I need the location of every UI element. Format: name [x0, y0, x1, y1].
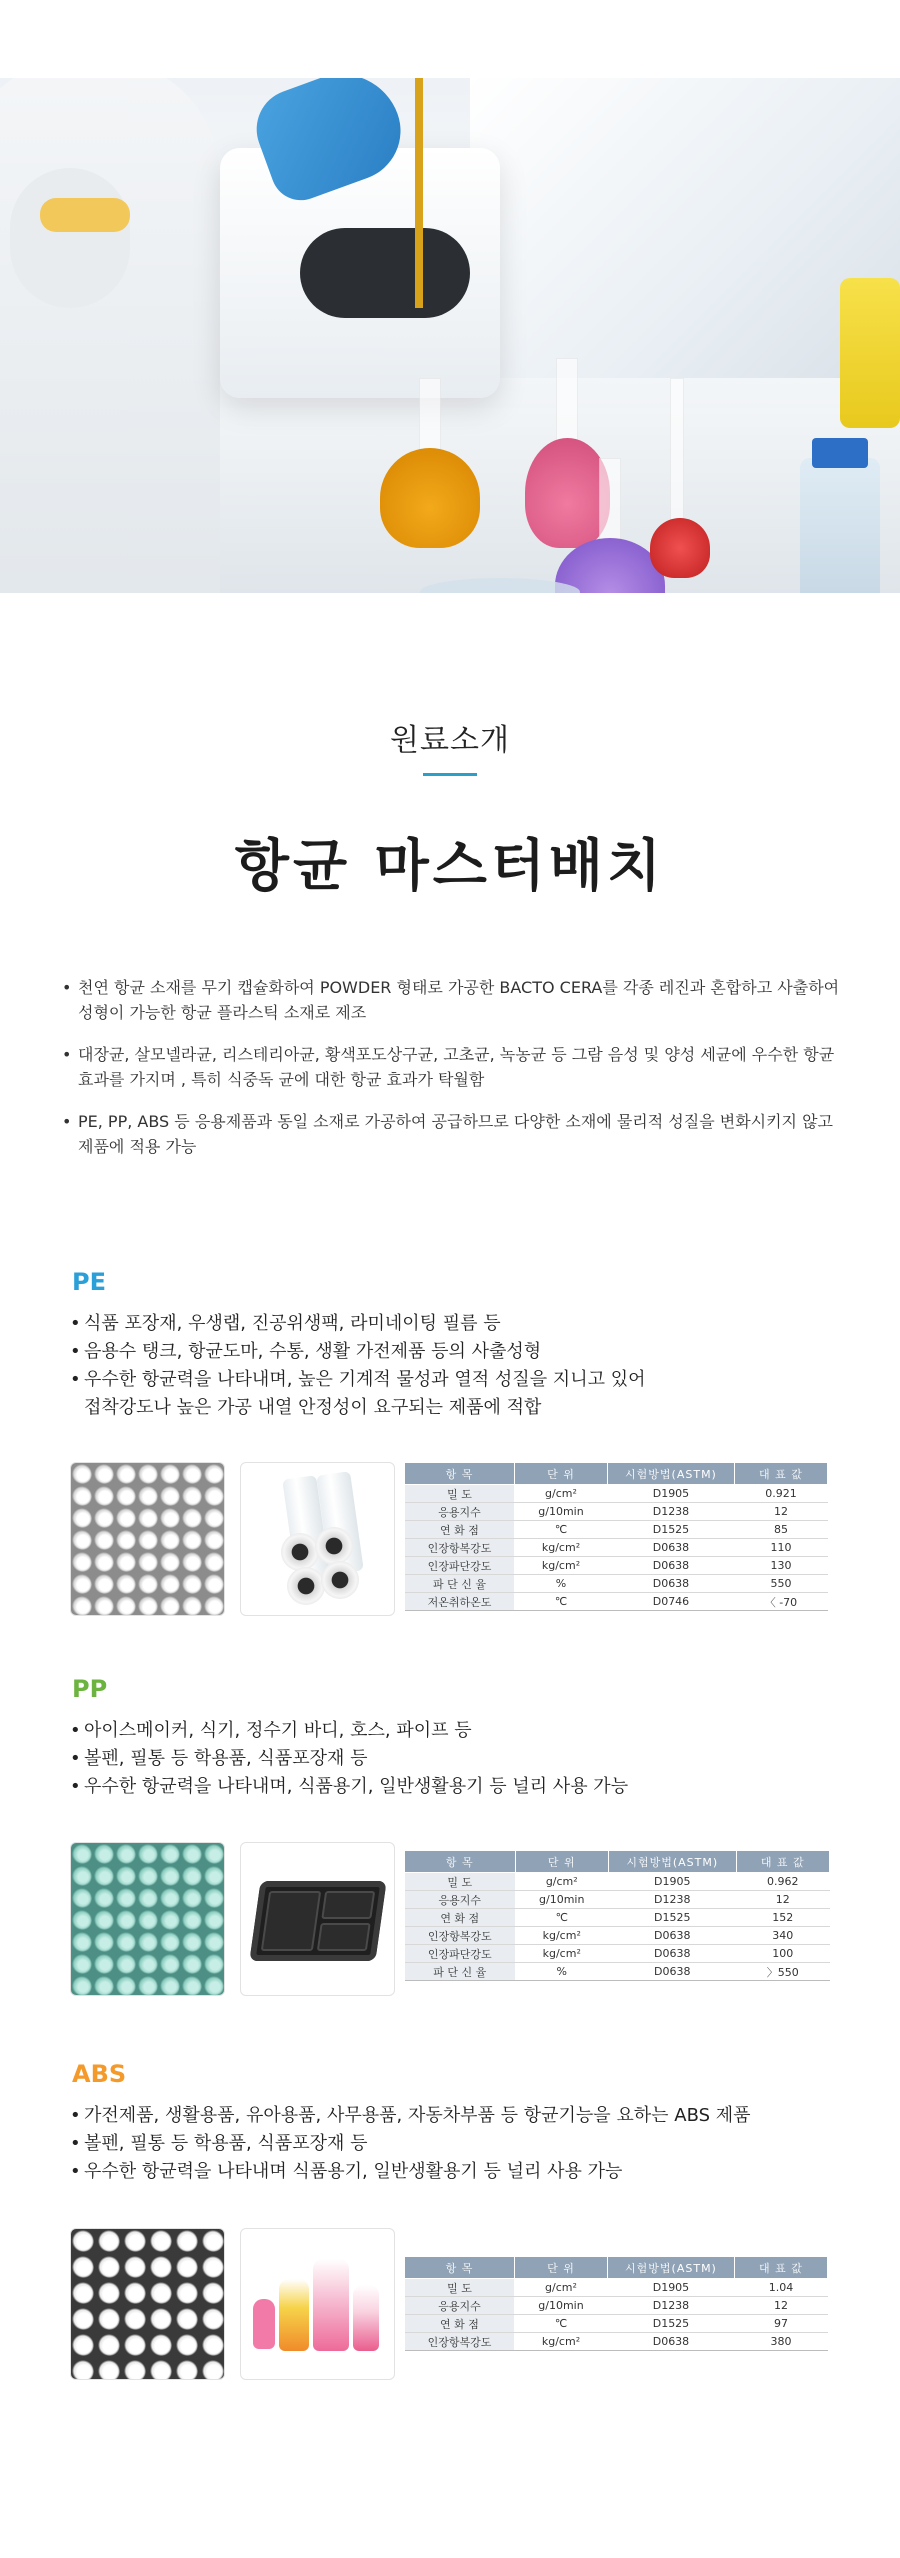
- hero-lab-image: [0, 78, 900, 593]
- table-cell: kg/cm²: [515, 1945, 609, 1963]
- table-cell: D1238: [608, 1503, 735, 1521]
- tray-cell: [317, 1923, 371, 1951]
- table-row: [405, 1909, 830, 1927]
- table-row: [405, 1593, 828, 1611]
- table-row: [405, 1503, 828, 1521]
- table-cell: 연 화 점: [405, 1521, 515, 1539]
- section-label: 원료소개: [390, 723, 510, 758]
- hero-flask-pink: [525, 438, 610, 548]
- abs-spec-table: [404, 2256, 828, 2351]
- product-section-abs: [68, 2060, 848, 2186]
- table-row: [405, 1485, 828, 1503]
- table-cell: 130: [734, 1557, 827, 1575]
- table-cell: g/cm²: [514, 1485, 607, 1503]
- table-cell: 응용지수: [405, 1503, 515, 1521]
- intro-list: [62, 975, 852, 1176]
- table-cell: %: [514, 1575, 607, 1593]
- table-cell: %: [515, 1963, 609, 1981]
- product-section-pp: [68, 1675, 848, 1801]
- table-cell: D0638: [609, 1945, 737, 1963]
- table-row: [405, 1575, 828, 1593]
- hero-bottle-yellow: [840, 278, 900, 428]
- table-row: [405, 1521, 828, 1539]
- hero-bottle-cap: [812, 438, 868, 468]
- description-line: • 가전제품, 생활용품, 유아용품, 사무용품, 자동차부품 등 항균기능을 요하는 ABS 제품: [68, 2102, 848, 2130]
- table-cell: 〈 -70: [734, 1593, 827, 1611]
- pe-spec-table: [404, 1462, 828, 1611]
- table-cell: 12: [734, 1503, 827, 1521]
- table-cell: 550: [734, 1575, 827, 1593]
- description-line: • 식품 포장재, 우생랩, 진공위생팩, 라미네이팅 필름 등: [68, 1310, 848, 1338]
- film-roll: [287, 1567, 325, 1605]
- description-line: • 우수한 항균력을 나타내며, 높은 기계적 물성과 열적 성질을 지니고 있어: [68, 1366, 848, 1394]
- pp-pellets-image: [70, 1842, 225, 1996]
- table-row: [405, 1557, 828, 1575]
- table-cell: D0638: [608, 2333, 735, 2351]
- table-cell: D1238: [608, 2297, 735, 2315]
- food-tray: [249, 1881, 386, 1961]
- table-header-cell: 대 표 값: [734, 1463, 827, 1485]
- hero-scientist: [0, 78, 220, 593]
- table-row: [405, 2297, 828, 2315]
- table-cell: 인장항복강도: [405, 1539, 515, 1557]
- table-cell: 저온취하온도: [405, 1593, 515, 1611]
- table-cell: 110: [734, 1539, 827, 1557]
- product-description: [68, 1310, 848, 1422]
- section-divider: [423, 773, 477, 776]
- hero-microscope-head: [300, 228, 470, 318]
- intro-item: • 대장균, 살모넬라균, 리스테리아균, 황색포도상구균, 고초균, 녹농균 등 그람 음성 및 양성 세균에 우수한 항균 효과를 가지며 , 특히 식중독 균에 대한 항균 효과가 탁월함: [62, 1042, 852, 1092]
- table-cell: 인장파단강도: [405, 1557, 515, 1575]
- table-header-row: [405, 1463, 828, 1485]
- flask-neck: [419, 378, 441, 458]
- tray-cell: [321, 1891, 375, 1919]
- pe-pellets-image: [70, 1462, 225, 1616]
- table-cell: D1905: [608, 1485, 735, 1503]
- pp-food-tray-image: [240, 1842, 395, 1996]
- product-tag-abs: ABS: [72, 2060, 127, 2088]
- hero-scientist-face: [10, 168, 130, 308]
- table-cell: g/cm²: [514, 2279, 607, 2297]
- table-cell: D0638: [609, 1927, 737, 1945]
- product-description: [68, 2102, 848, 2186]
- table-header-cell: 항 목: [405, 1851, 516, 1873]
- table-header-cell: 항 목: [405, 1463, 515, 1485]
- table-cell: 152: [736, 1909, 830, 1927]
- table-row: [405, 2333, 828, 2351]
- table-header-cell: 항 목: [405, 2257, 515, 2279]
- table-cell: g/10min: [514, 2297, 607, 2315]
- baby-bottle: [279, 2279, 309, 2351]
- baby-bottle: [353, 2285, 379, 2351]
- table-cell: D0638: [608, 1557, 735, 1575]
- description-line: • 볼펜, 필통 등 학용품, 식품포장재 등: [68, 1745, 848, 1773]
- table-cell: 응용지수: [405, 1891, 516, 1909]
- table-cell: 응용지수: [405, 2297, 515, 2315]
- table-cell: 인장파단강도: [405, 1945, 516, 1963]
- table-header-cell: 단 위: [514, 1463, 607, 1485]
- table-cell: kg/cm²: [514, 2333, 607, 2351]
- product-section-pe: [68, 1268, 848, 1422]
- table-header-cell: 대 표 값: [736, 1851, 830, 1873]
- flask-neck: [556, 358, 578, 448]
- description-line: 접착강도나 높은 가공 내열 안정성이 요구되는 제품에 적합: [84, 1397, 542, 1418]
- table-cell: D1525: [608, 2315, 735, 2333]
- intro-item: • 천연 항균 소재를 무기 캡슐화하여 POWDER 형태로 가공한 BACTO CERA를 각종 레진과 혼합하고 사출하여 성형이 가능한 항균 플라스틱 소재로 제조: [62, 975, 852, 1025]
- description-line: • 볼펜, 필통 등 학용품, 식품포장재 등: [68, 2130, 848, 2158]
- table-cell: D1905: [608, 2279, 735, 2297]
- table-cell: kg/cm²: [515, 1927, 609, 1945]
- table-cell: 밀 도: [405, 1485, 515, 1503]
- table-row: [405, 1963, 830, 1981]
- table-row: [405, 1927, 830, 1945]
- table-row: [405, 2279, 828, 2297]
- table-cell: D0638: [608, 1539, 735, 1557]
- table-cell: ℃: [514, 1593, 607, 1611]
- table-cell: 12: [736, 1891, 830, 1909]
- table-cell: 파 단 신 율: [405, 1575, 515, 1593]
- product-tag-pp: PP: [72, 1675, 108, 1703]
- table-cell: D1238: [609, 1891, 737, 1909]
- table-cell: 85: [734, 1521, 827, 1539]
- table-header-cell: 시험방법(ASTM): [608, 1463, 735, 1485]
- baby-bottle: [253, 2299, 275, 2349]
- table-cell: 인장항복강도: [405, 1927, 516, 1945]
- table-row: [405, 1891, 830, 1909]
- table-cell: 0.962: [736, 1873, 830, 1891]
- table-cell: D1905: [609, 1873, 737, 1891]
- table-cell: 인장항복강도: [405, 2333, 515, 2351]
- table-cell: D0638: [609, 1963, 737, 1981]
- table-row: [405, 1945, 830, 1963]
- table-cell: 97: [734, 2315, 827, 2333]
- table-cell: g/10min: [514, 1503, 607, 1521]
- description-line: • 아이스메이커, 식기, 정수기 바디, 호스, 파이프 등: [68, 1717, 848, 1745]
- table-cell: 밀 도: [405, 1873, 516, 1891]
- table-cell: D0638: [608, 1575, 735, 1593]
- table-header-cell: 대 표 값: [734, 2257, 827, 2279]
- flask-neck: [670, 378, 684, 523]
- table-cell: ℃: [514, 1521, 607, 1539]
- table-row: [405, 2315, 828, 2333]
- table-header-row: [405, 2257, 828, 2279]
- table-header-cell: 시험방법(ASTM): [608, 2257, 735, 2279]
- table-cell: 380: [734, 2333, 827, 2351]
- table-cell: 12: [734, 2297, 827, 2315]
- table-cell: D0746: [608, 1593, 735, 1611]
- abs-baby-bottles-image: [240, 2228, 395, 2380]
- table-cell: 〉550: [736, 1963, 830, 1981]
- table-cell: 1.04: [734, 2279, 827, 2297]
- table-header-cell: 단 위: [514, 2257, 607, 2279]
- description-line: • 음용수 탱크, 항균도마, 수통, 생활 가전제품 등의 사출성형: [68, 1338, 848, 1366]
- table-cell: 밀 도: [405, 2279, 515, 2297]
- table-header-row: [405, 1851, 830, 1873]
- pp-spec-table: [404, 1850, 830, 1981]
- table-row: [405, 1539, 828, 1557]
- table-cell: 파 단 신 율: [405, 1963, 516, 1981]
- hero-pipette: [415, 78, 423, 308]
- table-cell: 연 화 점: [405, 2315, 515, 2333]
- hero-flask-orange: [380, 448, 480, 548]
- table-header-cell: 단 위: [515, 1851, 609, 1873]
- intro-item: • PE, PP, ABS 등 응용제품과 동일 소재로 가공하여 공급하므로 다양한 소재에 물리적 성질을 변화시키지 않고 제품에 적용 가능: [62, 1109, 852, 1159]
- description-line: • 우수한 항균력을 나타내며 식품용기, 일반생활용기 등 널리 사용 가능: [68, 2158, 848, 2186]
- table-cell: 연 화 점: [405, 1909, 516, 1927]
- table-cell: g/cm²: [515, 1873, 609, 1891]
- abs-pellets-image: [70, 2228, 225, 2380]
- description-line: • 우수한 항균력을 나타내며, 식품용기, 일반생활용기 등 널리 사용 가능: [68, 1773, 848, 1801]
- tray-cell: [261, 1891, 321, 1951]
- table-cell: D1525: [609, 1909, 737, 1927]
- table-cell: g/10min: [515, 1891, 609, 1909]
- table-cell: D1525: [608, 1521, 735, 1539]
- flask-neck: [599, 458, 621, 543]
- hero-window: [470, 78, 900, 378]
- product-tag-pe: PE: [72, 1268, 106, 1296]
- film-roll: [321, 1561, 359, 1599]
- hero-flask-red: [650, 518, 710, 578]
- film-roll: [315, 1527, 353, 1565]
- pe-film-roll-image: [240, 1462, 395, 1616]
- film-roll: [281, 1533, 319, 1571]
- table-cell: ℃: [515, 1909, 609, 1927]
- table-cell: kg/cm²: [514, 1557, 607, 1575]
- table-row: [405, 1873, 830, 1891]
- table-cell: 340: [736, 1927, 830, 1945]
- table-header-cell: 시험방법(ASTM): [609, 1851, 737, 1873]
- product-description: [68, 1717, 848, 1801]
- hero-goggles: [40, 198, 130, 232]
- hero-bottle-clear: [800, 458, 880, 593]
- table-cell: 100: [736, 1945, 830, 1963]
- page-title: 항균 마스터배치: [234, 834, 666, 899]
- baby-bottle: [313, 2259, 349, 2351]
- table-cell: ℃: [514, 2315, 607, 2333]
- table-cell: 0.921: [734, 1485, 827, 1503]
- table-cell: kg/cm²: [514, 1539, 607, 1557]
